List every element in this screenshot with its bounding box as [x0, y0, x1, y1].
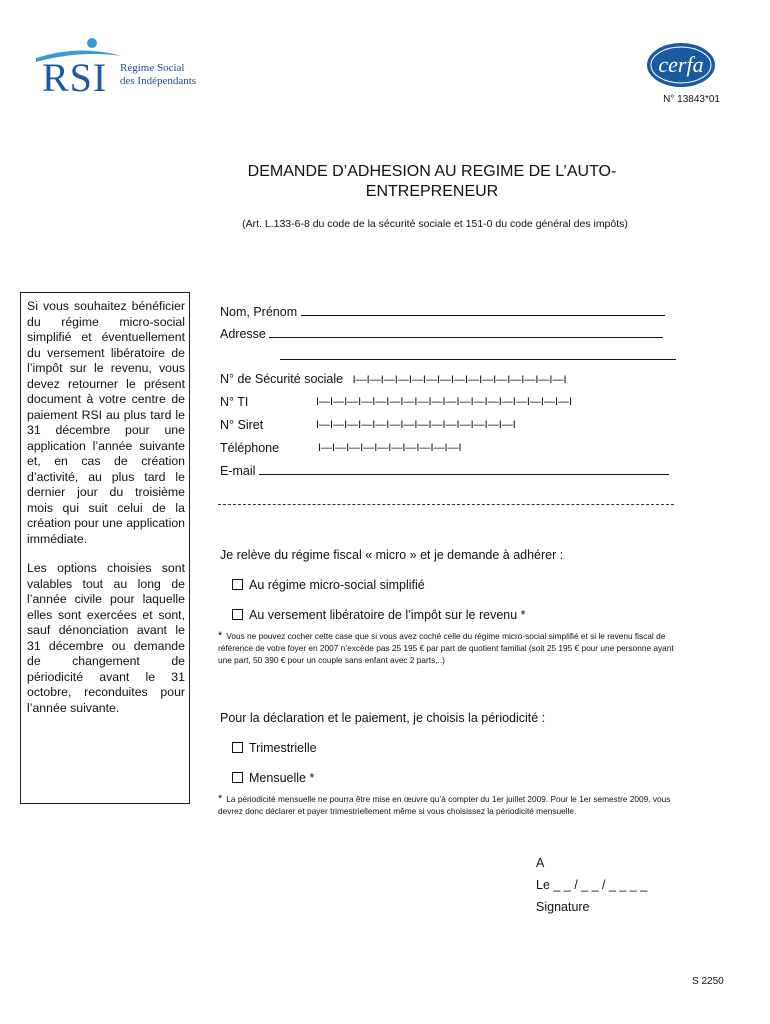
siret-label: N° Siret — [220, 418, 264, 432]
note-versement — [218, 630, 680, 666]
legal-reference: (Art. L.133-6-8 du code de la sécurité sociale et 151-0 du code général des impôts) — [242, 218, 628, 230]
instructions-box — [20, 292, 190, 804]
option-micro-social[interactable] — [232, 578, 425, 592]
telephone-field[interactable] — [220, 441, 462, 455]
mensuelle-checkbox[interactable] — [232, 772, 243, 783]
cerfa-text: cerfa — [658, 52, 704, 77]
ti-boxes[interactable]: I—I—I—I—I—I—I—I—I—I—I—I—I—I—I—I—I—I—I — [316, 396, 573, 408]
ti-field[interactable] — [220, 395, 573, 409]
rsi-tagline-line1: Régime Social — [120, 62, 185, 74]
rsi-tagline-line2: des Indépendants — [120, 75, 197, 87]
versement-label: Au versement libératoire de l’impôt sur le revenu * — [249, 608, 526, 622]
siret-boxes[interactable]: I—I—I—I—I—I—I—I—I—I—I—I—I—I—I — [316, 419, 516, 431]
trimestrielle-checkbox[interactable] — [232, 742, 243, 753]
adresse-line-2[interactable] — [280, 358, 676, 360]
nom-prenom-line[interactable] — [301, 314, 665, 316]
title-line2: ENTREPRENEUR — [365, 183, 499, 200]
note-versement-asterisk: * — [218, 630, 223, 642]
telephone-boxes[interactable]: I—I—I—I—I—I—I—I—I—I—I — [318, 442, 462, 454]
option-mensuelle[interactable] — [232, 771, 314, 785]
form-number: N° 13843*01 — [663, 94, 720, 105]
secu-field[interactable] — [220, 372, 567, 386]
telephone-label: Téléphone — [220, 441, 280, 455]
signature-block[interactable] — [536, 852, 647, 918]
micro-social-checkbox[interactable] — [232, 579, 243, 590]
nom-prenom-label: Nom, Prénom — [220, 305, 298, 319]
ti-label: N° TI — [220, 395, 249, 409]
siret-field[interactable] — [220, 418, 516, 432]
nom-prenom-field[interactable] — [220, 305, 665, 319]
signature-date[interactable]: Le _ _ / _ _ / _ _ _ _ — [536, 878, 648, 892]
note-versement-text: Vous ne pouvez cocher cette case que si vous avez coché celle du régime micro-social simplifié et si le revenu fiscal de référence de votre foyer en 2007 n’excède pas 25 195 € par part de quotient familial (soit 25 195 € pour une personne ayant une part, 50 390 € pour un couple sans enfant avec 2 parts,..) — [218, 631, 674, 665]
email-field[interactable] — [220, 464, 669, 478]
signature-label[interactable]: Signature — [536, 900, 590, 914]
mensuelle-label: Mensuelle * — [249, 771, 315, 785]
separator-line — [218, 504, 674, 505]
instructions-paragraph-2: Les options choisies sont valables tout au long de l’année civile pour laquelle elles sont exercées et sont, sauf dénonciation avant le 31 décembre ou demande de changement de périodicité avant le 31 octobre, reconduites pour l’année suivante. — [27, 561, 185, 715]
email-line[interactable] — [259, 473, 669, 475]
option-versement-liberatoire[interactable] — [232, 608, 526, 622]
secu-boxes[interactable]: I—I—I—I—I—I—I—I—I—I—I—I—I—I—I—I — [352, 374, 567, 386]
email-label: E-mail — [220, 464, 256, 478]
adresse-field[interactable] — [220, 327, 663, 341]
adresse-label: Adresse — [220, 327, 266, 341]
adresse-line-2-field[interactable] — [280, 349, 676, 363]
regime-intro: Je relève du régime fiscal « micro » et je demande à adhérer : — [220, 548, 564, 562]
option-trimestrielle[interactable] — [232, 741, 317, 755]
rsi-tagline — [120, 62, 196, 88]
periodicite-intro: Pour la déclaration et le paiement, je choisis la périodicité : — [220, 711, 546, 725]
note-mensuelle-asterisk: * — [218, 793, 223, 805]
rsi-logo — [34, 36, 214, 100]
rsi-letters: RSI — [42, 55, 108, 100]
page-title — [200, 162, 664, 202]
cerfa-logo — [646, 42, 716, 88]
adresse-line-1[interactable] — [269, 336, 663, 338]
signature-place[interactable]: A — [536, 856, 545, 870]
trimestrielle-label: Trimestrielle — [249, 741, 317, 755]
form-code: S 2250 — [692, 976, 724, 987]
versement-checkbox[interactable] — [232, 609, 243, 620]
secu-label: N° de Sécurité sociale — [220, 372, 344, 386]
title-line1: DEMANDE D’ADHESION AU REGIME DE L’AUTO- — [247, 163, 617, 180]
micro-social-label: Au régime micro-social simplifié — [249, 578, 425, 592]
instructions-paragraph-1: Si vous souhaitez bénéficier du régime micro-social simplifié et éventuellement du versement libératoire de l’impôt sur le revenu, vous devez retourner le présent document à votre centre de paiement RSI au plus tard le 31 décembre pour une application l’année suivante et, en cas de création d’activité, au plus tard le dernier jour du troisième mois qui suit celui de la création pour une application immédiate. — [27, 299, 185, 546]
note-mensuelle-text: La périodicité mensuelle ne pourra être mise en œuvre qu’à compter du 1er juillet 2009. Pour le 1er semestre 2009, vous devrez donc déclarer et payer trimestriellement même si vous choisissez la périodicité mensuelle. — [218, 794, 671, 816]
note-mensuelle — [218, 793, 680, 817]
